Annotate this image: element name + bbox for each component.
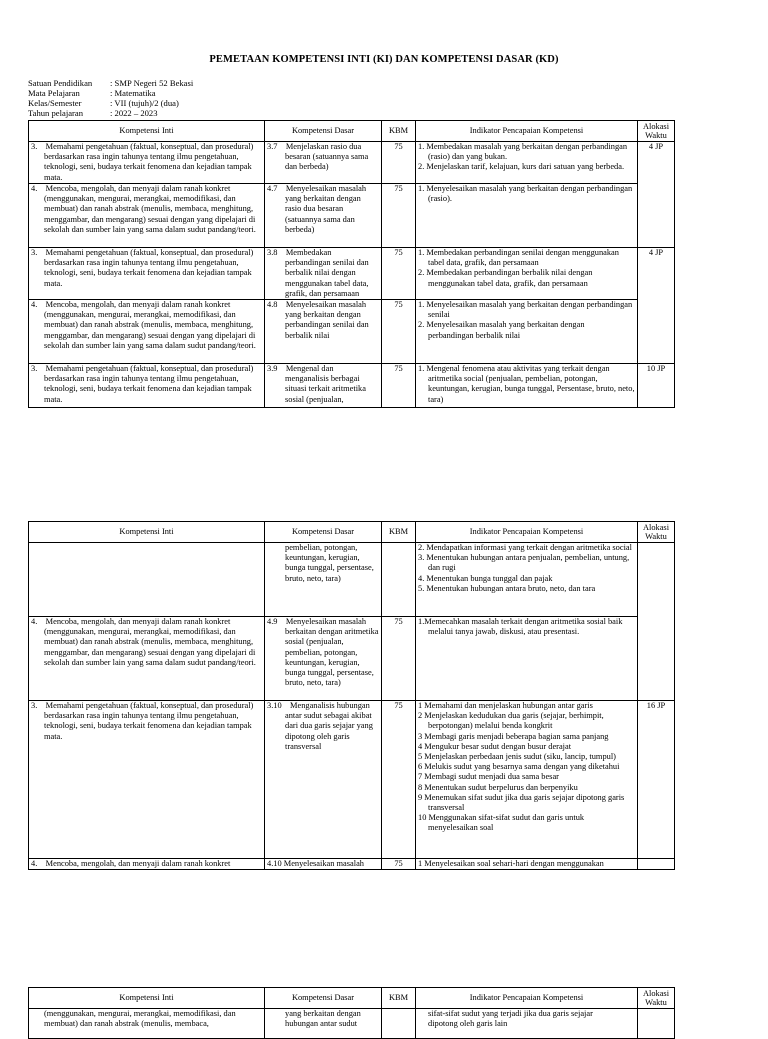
- ipk-cell: 1. Menyelesaikan masalah yang berkaitan dengan perbandingan (rasio).: [416, 184, 638, 248]
- kbm-cell: 75: [382, 300, 416, 364]
- kd-cell: pembelian, potongan, keuntungan, kerugian, bunga tunggal, persentase, bruto, neto, tara): [265, 543, 382, 617]
- ki-cell: 3. Memahami pengetahuan (faktual, konseptual, dan prosedural) berdasarkan rasa ingin tahunya tentang ilmu pengetahuan, teknologi, seni, budaya terkait fenomena dan kejadian tampak mata.: [29, 248, 265, 300]
- kbm-cell: 75: [382, 364, 416, 408]
- kd-cell: 4.10 Menyelesaikan masalah: [265, 859, 382, 870]
- table-row: [29, 142, 675, 184]
- ipk-cell: 2. Mendapatkan informasi yang terkait dengan aritmetika social 3. Menentukan hubungan antara penjualan, pembelian, untung, dan rugi 4. Menentukan bunga tunggal dan pajak 5. Menentukan hubungan antara bruto, neto, dan tara: [416, 543, 638, 617]
- kbm-cell: 75: [382, 142, 416, 184]
- table-row: [29, 300, 675, 364]
- header-kbm: KBM: [382, 522, 416, 543]
- ki-cell: 3. Memahami pengetahuan (faktual, konseptual, dan prosedural) berdasarkan rasa ingin tahunya tentang ilmu pengetahuan, teknologi, seni, budaya terkait fenomena dan kejadian tampak mata.: [29, 142, 265, 184]
- table-2-bottom-border: [28, 869, 674, 870]
- ki-cell: 4. Mencoba, mengolah, dan menyaji dalam ranah konkret (menggunakan, mengurai, merangkai, memodifikasi, dan membuat) dan ranah abstrak (menulis, membaca, menghitung, menggambar, dan mengarang) sesuai dengan yang dipelajari di sekolah dan sumber lain yang sama dalam sudut pandang/teori.: [29, 184, 265, 248]
- meta-row-satuan: Satuan Pendidikan : SMP Negeri 52 Bekasi: [28, 78, 194, 88]
- meta-row-mapel: Mata Pelajaran : Matematika: [28, 88, 156, 98]
- ipk-cell: 1. Membedakan perbandingan senilai dengan menggunakan tabel data, grafik, dan persamaan 2. Membedakan perbandingan berbalik nilai dengan menggunakan tabel data, grafik, dan persamaan: [416, 248, 638, 300]
- header-ipk: Indikator Pencapaian Kompetensi: [416, 988, 638, 1009]
- ipk-cell: 1. Mengenal fenomena atau aktivitas yang terkait dengan aritmetika social (penjualan, pembelian, potongan, keuntungan, kerugian, bunga tunggal, Persentase, bruto, neto, tara): [416, 364, 638, 408]
- ki-kd-table-2: [28, 521, 675, 870]
- ki-cell: 4. Mencoba, mengolah, dan menyaji dalam ranah konkret (menggunakan, mengurai, merangkai, memodifikasi, dan membuat) dan ranah abstrak (menulis, membaca, menghitung, menggambar, dan mengarang) sesuai dengan yang dipelajari di sekolah dan sumber lain yang sama dalam sudut pandang/teori.: [29, 300, 265, 364]
- ki-cell: 3. Memahami pengetahuan (faktual, konseptual, dan prosedural) berdasarkan rasa ingin tahunya tentang ilmu pengetahuan, teknologi, seni, budaya terkait fenomena dan kejadian tampak mata.: [29, 364, 265, 408]
- ipk-cell: 1. Membedakan masalah yang berkaitan dengan perbandingan (rasio) dan yang bukan. 2. Menjelaskan tarif, kelajuan, kurs dari satuan yang berbeda.: [416, 142, 638, 184]
- table-row: [29, 617, 675, 701]
- table-header: [29, 522, 675, 543]
- document-meta: [28, 78, 193, 118]
- header-ipk: Indikator Pencapaian Kompetensi: [416, 121, 638, 142]
- header-alokasi-waktu: Alokasi Waktu: [638, 522, 675, 543]
- ki-cell: 3. Memahami pengetahuan (faktual, konseptual, dan prosedural) berdasarkan rasa ingin tahunya tentang ilmu pengetahuan, teknologi, seni, budaya terkait fenomena dan kejadian tampak mata.: [29, 701, 265, 859]
- kd-cell: 3.10 Menganalisis hubungan antar sudut sebagai akibat dari dua garis sejajar yang dipotong oleh garis transversal: [265, 701, 382, 859]
- header-kbm: KBM: [382, 121, 416, 142]
- header-kd: Kompetensi Dasar: [265, 988, 382, 1009]
- table-row: [29, 701, 675, 859]
- ki-kd-table-1: [28, 120, 675, 408]
- alokasi-cell: 4 JP: [638, 142, 675, 248]
- header-kd: Kompetensi Dasar: [265, 522, 382, 543]
- ki-cell: 4. Mencoba, mengolah, dan menyaji dalam ranah konkret: [29, 859, 265, 870]
- meta-row-kelas: Kelas/Semester : VII (tujuh)/2 (dua): [28, 98, 179, 108]
- ki-cell: (menggunakan, mengurai, merangkai, memodifikasi, dan membuat) dan ranah abstrak (menulis, membaca,: [29, 1009, 265, 1039]
- header-alokasi-waktu: Alokasi Waktu: [638, 988, 675, 1009]
- meta-row-tahun: Tahun pelajaran : 2022 – 2023: [28, 108, 158, 118]
- ipk-cell: 1. Menyelesaikan masalah yang berkaitan dengan perbandingan senilai 2. Menyelesaikan masalah yang berkaitan dengan perbandingan berbalik nilai: [416, 300, 638, 364]
- table-row: [29, 364, 675, 408]
- alokasi-cell: 10 JP: [638, 364, 675, 408]
- kbm-cell: [382, 543, 416, 617]
- kd-cell: 4.9 Menyelesaikan masalah berkaitan dengan aritmetika sosial (penjualan, pembelian, potongan, keuntungan, kerugian, bunga tunggal, persentase, bruto, neto, tara): [265, 617, 382, 701]
- alokasi-cell: 16 JP: [638, 701, 675, 859]
- kd-cell: 3.8 Membedakan perbandingan senilai dan berbalik nilai dengan menggunakan tabel data, grafik, dan persamaan: [265, 248, 382, 300]
- ipk-cell: 1 Menyelesaikan soal sehari-hari dengan menggunakan: [416, 859, 638, 870]
- table-row: [29, 184, 675, 248]
- alokasi-cell: [638, 543, 675, 701]
- table-header: [29, 121, 675, 142]
- header-kbm: KBM: [382, 988, 416, 1009]
- alokasi-cell: [638, 859, 675, 870]
- table-row: [29, 859, 675, 870]
- table-row: [29, 543, 675, 617]
- table-row: [29, 248, 675, 300]
- kd-cell: yang berkaitan dengan hubungan antar sudut: [265, 1009, 382, 1039]
- ipk-cell: sifat-sifat sudut yang terjadi jika dua garis sejajar dipotong oleh garis lain: [416, 1009, 638, 1039]
- kbm-cell: 75: [382, 617, 416, 701]
- header-ki: Kompetensi Inti: [29, 121, 265, 142]
- kd-cell: 3.7 Menjelaskan rasio dua besaran (satuannya sama dan berbeda): [265, 142, 382, 184]
- header-alokasi-waktu: Alokasi Waktu: [638, 121, 675, 142]
- ki-kd-table-3: [28, 987, 675, 1039]
- header-ki: Kompetensi Inti: [29, 522, 265, 543]
- ipk-cell: 1.Memecahkan masalah terkait dengan aritmetika sosial baik melalui tanya jawab, diskusi, atau presentasi.: [416, 617, 638, 701]
- kd-cell: 4.7 Menyelesaikan masalah yang berkaitan dengan rasio dua besaran (satuannya sama dan berbeda): [265, 184, 382, 248]
- header-ipk: Indikator Pencapaian Kompetensi: [416, 522, 638, 543]
- kbm-cell: 75: [382, 248, 416, 300]
- header-ki: Kompetensi Inti: [29, 988, 265, 1009]
- ipk-cell: 1 Memahami dan menjelaskan hubungan antar garis 2 Menjelaskan kedudukan dua garis (sejajar, berhimpit, berpotongan) melalui benda kongkrit 3 Membagi garis menjadi beberapa bagian sama panjang 4 Mengukur besar sudut dengan busur derajat 5 Menjelaskan perbedaan jenis sudut (siku, lancip, tumpul) 6 Melukis sudut yang besarnya sama dengan yang diketahui 7 Membagi sudut menjadi dua sama besar 8 Menentukan sudut berpelurus dan berpenyiku 9 Menemukan sifat sudut jika dua garis sejajar dipotong garis transversal 10 Menggunakan sifat-sifat sudut dan garis untuk menyelesaikan soal: [416, 701, 638, 859]
- kbm-cell: 75: [382, 184, 416, 248]
- table-header: [29, 988, 675, 1009]
- kd-cell: 3.9 Mengenal dan menganalisis berbagai situasi terkait aritmetika sosial (penjualan,: [265, 364, 382, 408]
- ki-cell: [29, 543, 265, 617]
- kd-cell: 4.8 Menyelesaikan masalah yang berkaitan dengan perbandingan senilai dan berbalik nilai: [265, 300, 382, 364]
- alokasi-cell: 4 JP: [638, 248, 675, 364]
- header-kd: Kompetensi Dasar: [265, 121, 382, 142]
- page-title: PEMETAAN KOMPETENSI INTI (KI) DAN KOMPETENSI DASAR (KD): [209, 54, 559, 65]
- ki-cell: 4. Mencoba, mengolah, dan menyaji dalam ranah konkret (menggunakan, mengurai, merangkai, memodifikasi, dan membuat) dan ranah abstrak (menulis, membaca, menghitung, menggambar, dan mengarang) sesuai dengan yang dipelajari di sekolah dan sumber lain yang sama dalam sudut pandang/teori.: [29, 617, 265, 701]
- kbm-cell: 75: [382, 701, 416, 859]
- kbm-cell: 75: [382, 859, 416, 870]
